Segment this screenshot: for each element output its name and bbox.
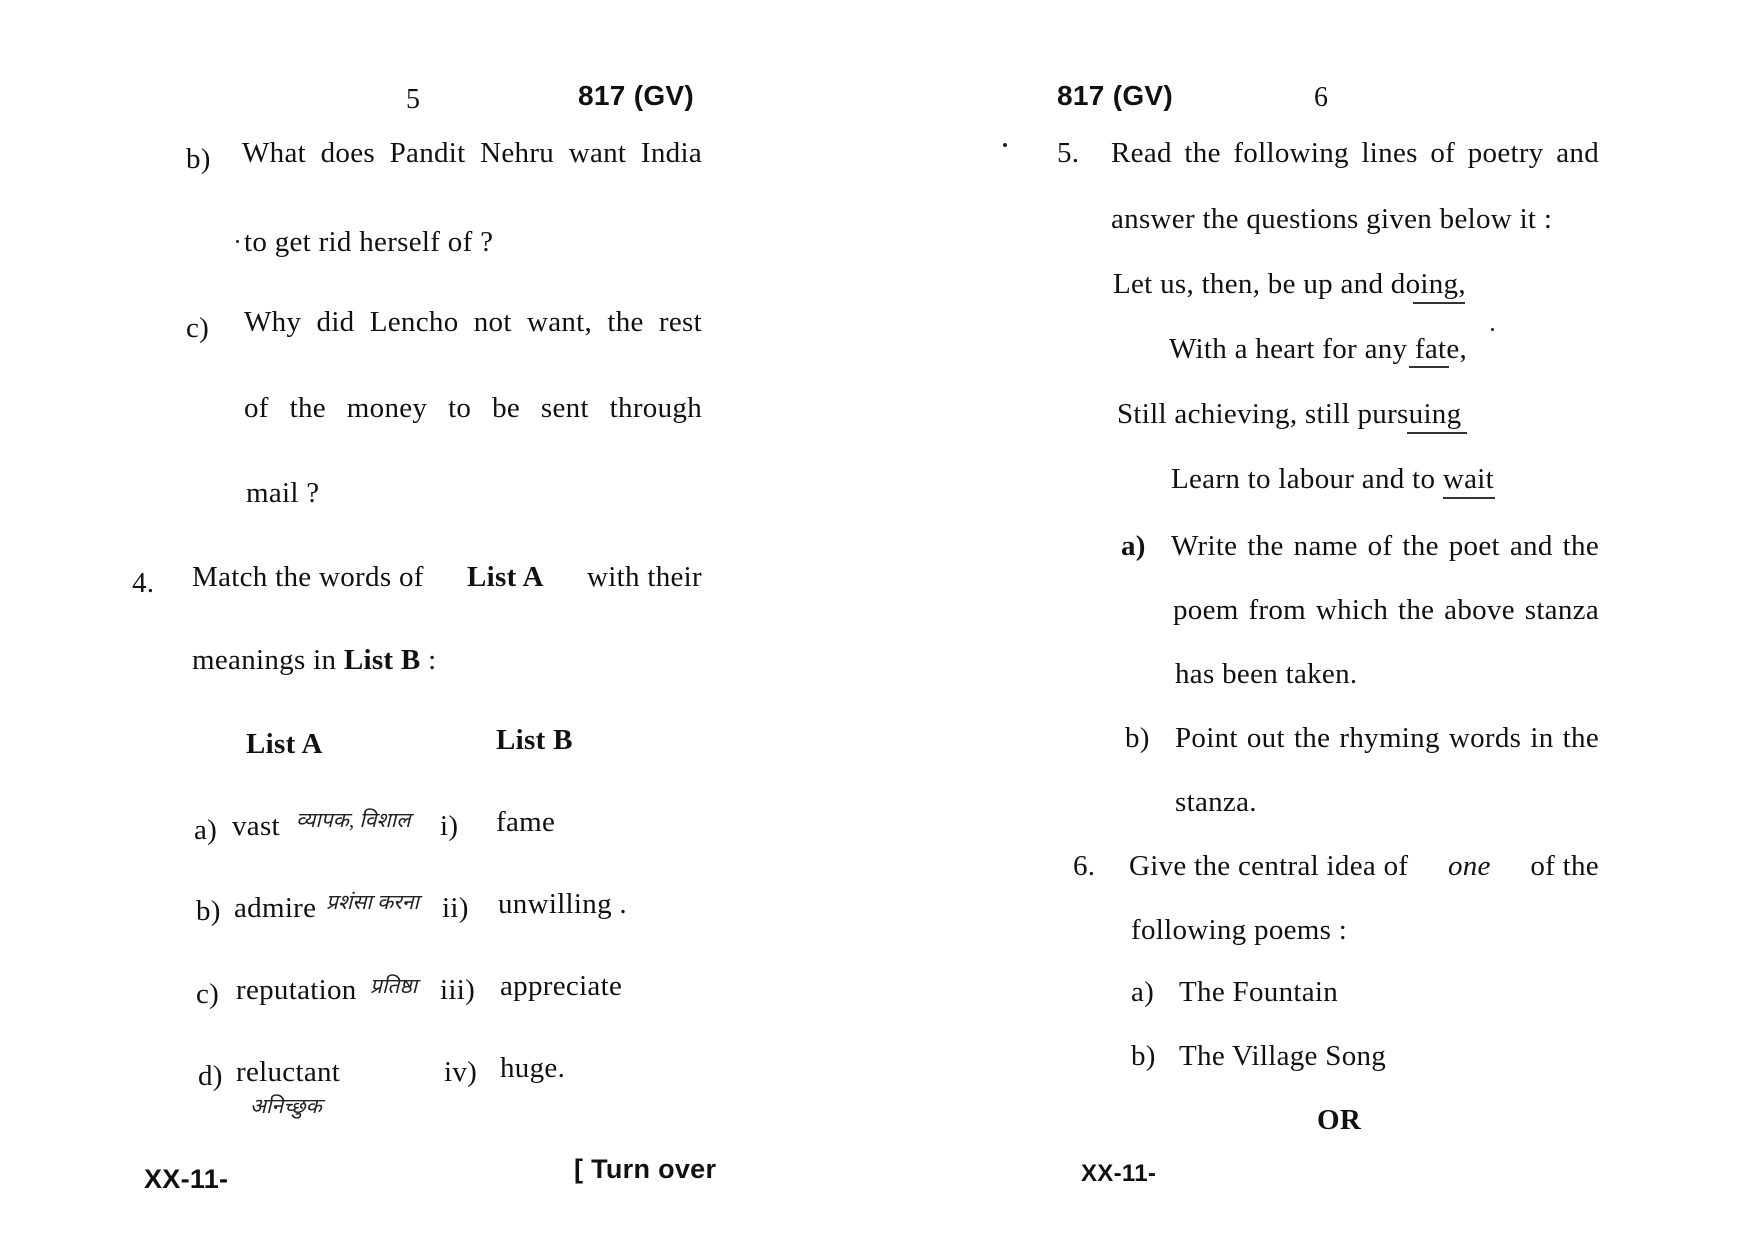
poem-line: Let us, then, be up and doing,: [1113, 268, 1466, 300]
paper-code: 817 (GV): [1057, 80, 1173, 111]
page-number: 6: [1314, 82, 1329, 113]
list-b-word: unwilling .: [498, 888, 627, 920]
question-text: [1129, 850, 1599, 883]
list-b-word: appreciate: [500, 970, 623, 1002]
ink-speck: [236, 240, 239, 243]
question-text: Why did Lencho not want, the rest: [244, 306, 702, 338]
question-text: mail ?: [246, 477, 320, 509]
question-text-part: meanings in: [192, 644, 337, 676]
list-a-reference: List A: [467, 561, 544, 593]
question-label: c): [186, 312, 210, 344]
sub-question-text: stanza.: [1175, 786, 1257, 818]
ink-speck: [1003, 143, 1007, 147]
poem-line: Still achieving, still pursuing: [1117, 398, 1462, 430]
list-a-label: a): [194, 814, 218, 846]
page-number: 5: [406, 84, 421, 115]
pencil-underline: [1413, 302, 1465, 304]
question-text: of the money to be sent through: [244, 392, 702, 424]
list-a-word: reluctant: [236, 1056, 341, 1088]
question-text: following poems :: [1131, 914, 1348, 946]
sub-question-text: poem from which the above stanza: [1173, 594, 1599, 626]
poem-line: Learn to labour and to wait: [1171, 463, 1494, 495]
poem-title: The Fountain: [1179, 976, 1339, 1008]
list-b-label: iii): [440, 974, 476, 1006]
list-b-label: i): [440, 810, 459, 842]
handwritten-note: व्यापक, विशाल: [296, 808, 411, 832]
sub-question-label: b): [1131, 1040, 1156, 1072]
handwritten-note: प्रतिष्ठा: [370, 974, 418, 998]
pencil-underline: [1407, 432, 1467, 434]
question-number: 6.: [1073, 850, 1096, 882]
right-page: [877, 0, 1754, 1241]
ink-speck: [1491, 328, 1494, 331]
question-text-part: Give the central idea of: [1129, 850, 1409, 882]
list-b-word: huge.: [500, 1052, 566, 1084]
footer-code: XX-11-: [1081, 1160, 1157, 1187]
sub-question-text: has been taken.: [1175, 658, 1358, 690]
poem-line: With a heart for any fate,: [1169, 333, 1468, 365]
list-b-heading: List B: [496, 724, 573, 756]
list-b-label: iv): [444, 1056, 478, 1088]
question-text: [192, 644, 437, 677]
question-text: What does Pandit Nehru want India: [242, 137, 702, 169]
question-text-part: with their: [587, 561, 702, 593]
list-a-label: d): [198, 1060, 223, 1092]
question-text-part: of the: [1530, 850, 1599, 882]
question-label: b): [186, 143, 211, 175]
question-number: 5.: [1057, 137, 1080, 169]
or-separator: OR: [1317, 1104, 1362, 1136]
sub-question-text: Point out the rhyming words in the: [1175, 722, 1599, 754]
paper-code: 817 (GV): [578, 80, 694, 111]
handwritten-note: प्रशंसा करना: [326, 890, 419, 914]
list-a-label: c): [196, 978, 220, 1010]
question-text: Read the following lines of poetry and: [1111, 137, 1599, 169]
turn-over-note: [ Turn over: [574, 1154, 717, 1184]
question-text: [192, 561, 702, 594]
pencil-underline: [1409, 366, 1449, 368]
sub-question-text: Write the name of the poet and the: [1171, 530, 1599, 562]
sub-question-label: b): [1125, 722, 1150, 754]
question-text-emphasis: one: [1447, 850, 1491, 882]
list-a-word: admire: [234, 892, 317, 924]
question-number: 4.: [132, 567, 155, 599]
list-a-label: b): [196, 895, 221, 927]
list-b-label: ii): [442, 892, 469, 924]
list-b-reference: List B: [343, 644, 421, 676]
sub-question-label: a): [1131, 976, 1155, 1008]
question-text: to get rid herself of ?: [244, 226, 494, 258]
list-a-word: vast: [232, 810, 280, 842]
list-b-word: fame: [496, 806, 556, 838]
sub-question-label: a): [1121, 530, 1146, 562]
question-text: answer the questions given below it :: [1111, 203, 1553, 235]
question-text-part: :: [428, 644, 437, 676]
list-a-word: reputation: [236, 974, 357, 1006]
question-text-part: Match the words of: [192, 561, 424, 593]
pencil-underline: [1443, 497, 1495, 499]
footer-code: XX-11-: [144, 1164, 229, 1194]
list-a-heading: List A: [246, 728, 323, 760]
handwritten-note: अनिच्छुक: [250, 1094, 322, 1118]
poem-title: The Village Song: [1179, 1040, 1387, 1072]
